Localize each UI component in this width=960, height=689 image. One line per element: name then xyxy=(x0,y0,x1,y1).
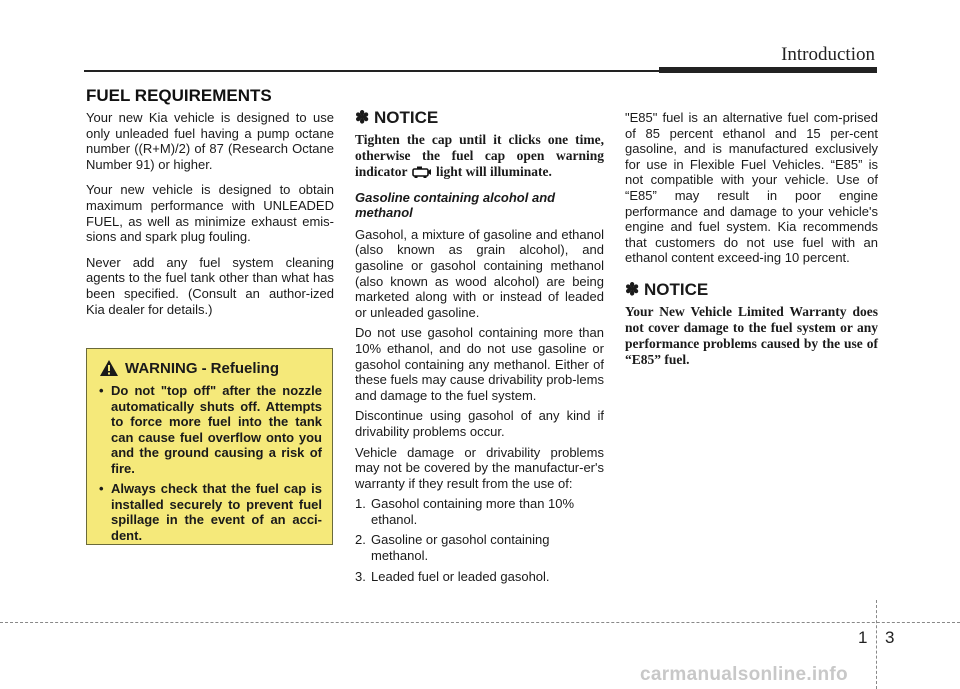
list-number: 1. xyxy=(355,496,366,512)
list-text: Leaded fuel or leaded gasohol. xyxy=(371,568,550,584)
list-item xyxy=(355,532,604,563)
warning-box xyxy=(86,348,333,545)
paragraph: Do not use gasohol containing more than 10% ethanol, and do not use gasoline or gasohol containing any methanol. Either of these fuels may cause drivability prob-lems and damage to the fuel system. xyxy=(355,325,604,403)
column-3 xyxy=(625,110,878,378)
list-item: • Always check that the fuel cap is installed securely to prevent fuel spillage in the event of an acci-dent. xyxy=(99,481,322,543)
paragraph: "E85" fuel is an alternative fuel com-prised of 85 percent ethanol and 15 per-cent gasoline, and is manufactured exclusively for use in Flexible Fuel Vehicles. “E85” is not compatible with your vehicle. Use of “E85” may result in poor engine performance and damage to your vehicle's engine and fuel system. Kia recommends that customers do not use fuel with an ethanol content exceed-ing 10 percent. xyxy=(625,110,878,266)
notice-heading xyxy=(625,279,878,299)
paragraph: Never add any fuel system cleaning agents to the fuel tank other than what has been specified. (Consult an author-ized Kia dealer for details.) xyxy=(86,254,334,317)
paragraph: Your new Kia vehicle is designed to use only unleaded fuel having a pump octane number ((R+M)/2) of 87 (Research Octane Number 91) or higher. xyxy=(86,110,334,172)
fuel-cap-indicator-icon xyxy=(411,164,433,179)
notice-text: light will illuminate. xyxy=(436,163,552,179)
warning-subtitle: Refueling xyxy=(210,359,280,377)
section-number: 1 xyxy=(858,628,868,647)
warning-title: WARNING - xyxy=(125,359,207,377)
list-item xyxy=(355,496,604,527)
page-number: 3 xyxy=(885,628,895,647)
header-title: Introduction xyxy=(781,44,875,65)
list-item xyxy=(355,569,604,585)
list-item: • Do not "top off" after the nozzle automatically shuts off. Attempts to force more fuel into the tank can cause fuel overflow onto you and the ground causing a risk of fire. xyxy=(99,383,322,476)
warning-list xyxy=(99,383,322,543)
warning-item-text: Always check that the fuel cap is installed securely to prevent fuel spillage in the event of an acci-dent. xyxy=(111,481,322,543)
column-2 xyxy=(355,110,604,589)
paragraph: Gasohol, a mixture of gasoline and ethanol (also known as grain alcohol), and gasoline or gasohol containing methanol (also known as wood alcohol) are being marketed along with or instead of leaded or unleaded gasoline. xyxy=(355,226,604,320)
list-text: Gasohol containing more than 10% ethanol. xyxy=(371,496,575,527)
paragraph: Vehicle damage or drivability problems may not be covered by the manufactur-er's warranty if they result from the use of: xyxy=(355,444,604,491)
notice-body xyxy=(355,132,604,180)
header-bar xyxy=(659,67,877,73)
warning-heading xyxy=(99,359,322,377)
paragraph: Discontinue using gasohol of any kind if drivability problems occur. xyxy=(355,408,604,439)
section-title: FUEL REQUIREMENTS xyxy=(86,86,272,105)
asterisk-icon: ✽ xyxy=(355,108,370,127)
notice-heading-label: NOTICE xyxy=(643,279,709,299)
notice-heading xyxy=(355,110,604,126)
subheading: Gasoline containing alcohol and methanol xyxy=(355,189,556,221)
paragraph: Your new vehicle is designed to obtain maximum performance with UNLEADED FUEL, as well as minimize exhaust emis-sions and spark plug fouling. xyxy=(86,182,334,245)
footer-rule xyxy=(0,622,960,623)
list-number: 3. xyxy=(355,568,366,584)
warning-triangle-icon xyxy=(99,359,119,377)
header-rule xyxy=(84,70,659,72)
asterisk-icon: ✽ xyxy=(625,279,640,299)
notice-text: Tighten the cap until it clicks one time, otherwise the fuel cap open warning indicator xyxy=(355,131,604,179)
watermark: carmanualsonline.info xyxy=(640,664,848,685)
list-number: 2. xyxy=(355,532,366,548)
footer-divider xyxy=(876,600,877,689)
column-1 xyxy=(86,110,334,327)
notice-body: Your New Vehicle Limited Warranty does not cover damage to the fuel system or any performance problems caused by the use of “E85” fuel. xyxy=(625,303,878,367)
list-text: Gasoline or gasohol containing methanol. xyxy=(371,532,550,564)
notice-heading-label: NOTICE xyxy=(373,108,439,127)
warning-item-text: Do not "top off" after the nozzle automatically shuts off. Attempts to force more fuel into the tank can cause fuel overflow onto you and the ground causing a risk of fire. xyxy=(111,383,322,476)
